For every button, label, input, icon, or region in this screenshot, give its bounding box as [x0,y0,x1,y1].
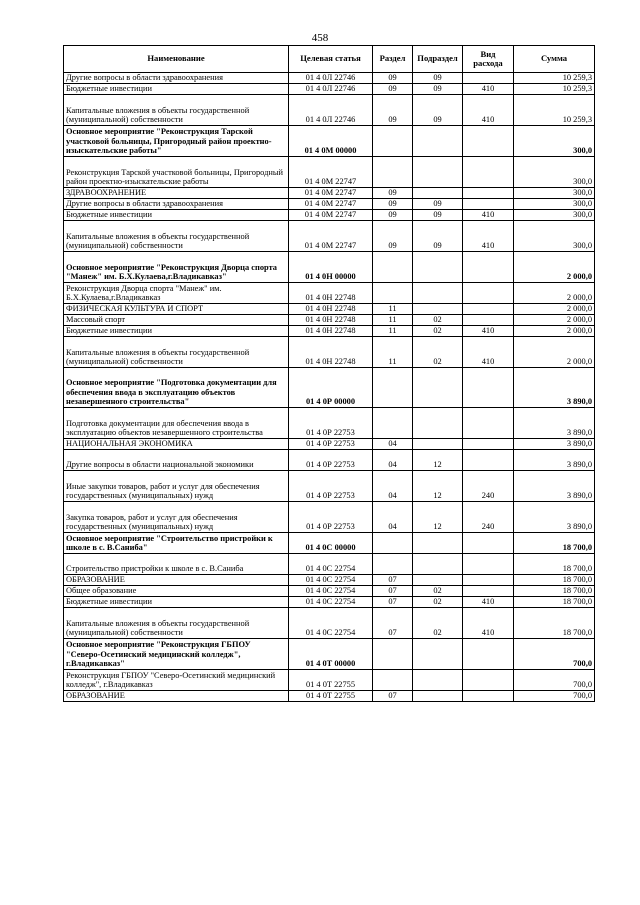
row-sum-cell: 2 000,0 [514,252,595,283]
row-sum-cell: 3 890,0 [514,408,595,439]
row-sum-cell: 18 700,0 [514,586,595,597]
row-subsection-cell [413,670,463,691]
row-section-cell: 09 [373,210,413,221]
row-sum-cell: 700,0 [514,691,595,702]
row-subsection-cell [413,283,463,304]
row-section-cell: 11 [373,337,413,368]
row-sum-cell: 2 000,0 [514,304,595,315]
row-subsection-cell: 02 [413,315,463,326]
row-expense-type-cell: 410 [463,337,514,368]
row-section-cell: 04 [373,471,413,502]
row-section-cell [373,126,413,157]
row-sum-cell: 10 259,3 [514,84,595,95]
table-row [64,188,595,199]
row-section-cell: 09 [373,95,413,126]
row-name-cell: Основное мероприятие "Реконструкция Тарской участковой больницы, Пригородный район проектно-изыскательские работы" [64,126,289,157]
row-sum-cell: 2 000,0 [514,326,595,337]
row-section-cell: 11 [373,315,413,326]
row-sum-cell: 300,0 [514,210,595,221]
row-expense-type-cell [463,554,514,575]
row-section-cell: 09 [373,73,413,84]
row-expense-type-cell: 410 [463,95,514,126]
page-number: 458 [311,32,329,44]
column-header-expense-type: Вид расхода [463,46,514,73]
table-row [64,95,595,126]
table-row [64,439,595,450]
table-row [64,221,595,252]
row-target-cell: 01 4 0Т 22755 [289,691,373,702]
row-name-cell: Бюджетные инвестиции [64,597,289,608]
row-name-cell: Иные закупки товаров, работ и услуг для обеспечения государственных (муниципальных) нужд [64,471,289,502]
row-expense-type-cell [463,199,514,210]
row-name-cell: Бюджетные инвестиции [64,326,289,337]
row-sum-cell: 3 890,0 [514,368,595,408]
row-expense-type-cell [463,439,514,450]
table-row [64,199,595,210]
row-name-cell: ЗДРАВООХРАНЕНИЕ [64,188,289,199]
row-subsection-cell [413,639,463,670]
row-name-cell: НАЦИОНАЛЬНАЯ ЭКОНОМИКА [64,439,289,450]
row-expense-type-cell: 240 [463,471,514,502]
row-target-cell: 01 4 0М 22747 [289,199,373,210]
table-row [64,608,595,639]
row-name-cell: Другие вопросы в области национальной экономики [64,450,289,471]
row-section-cell: 07 [373,608,413,639]
row-sum-cell: 2 000,0 [514,283,595,304]
row-target-cell: 01 4 0М 00000 [289,126,373,157]
row-subsection-cell: 02 [413,586,463,597]
row-expense-type-cell: 410 [463,84,514,95]
row-section-cell: 07 [373,691,413,702]
row-section-cell [373,283,413,304]
row-target-cell: 01 4 0С 22754 [289,586,373,597]
column-header-target: Целевая статья [289,46,373,73]
row-sum-cell: 2 000,0 [514,315,595,326]
row-sum-cell: 3 890,0 [514,502,595,533]
row-name-cell: ОБРАЗОВАНИЕ [64,691,289,702]
row-section-cell: 04 [373,450,413,471]
row-expense-type-cell [463,157,514,188]
row-subsection-cell [413,575,463,586]
row-subsection-cell [413,691,463,702]
row-target-cell: 01 4 0Т 00000 [289,639,373,670]
table-row [64,252,595,283]
row-expense-type-cell: 240 [463,502,514,533]
row-section-cell [373,533,413,554]
row-expense-type-cell: 410 [463,210,514,221]
table-row [64,326,595,337]
row-sum-cell: 300,0 [514,157,595,188]
row-expense-type-cell: 410 [463,221,514,252]
row-target-cell: 01 4 0Р 22753 [289,471,373,502]
row-name-cell: Массовый спорт [64,315,289,326]
row-subsection-cell: 09 [413,221,463,252]
row-section-cell: 11 [373,304,413,315]
row-expense-type-cell [463,368,514,408]
row-section-cell: 07 [373,597,413,608]
row-expense-type-cell [463,252,514,283]
row-subsection-cell [413,188,463,199]
table-row [64,639,595,670]
table-row [64,502,595,533]
row-name-cell: Общее образование [64,586,289,597]
row-subsection-cell: 09 [413,84,463,95]
row-target-cell: 01 4 0Н 00000 [289,252,373,283]
table-row [64,450,595,471]
row-target-cell: 01 4 0Н 22748 [289,337,373,368]
row-expense-type-cell [463,188,514,199]
row-sum-cell: 10 259,3 [514,95,595,126]
table-row [64,73,595,84]
row-subsection-cell [413,304,463,315]
row-target-cell: 01 4 0Л 22746 [289,73,373,84]
row-sum-cell: 18 700,0 [514,533,595,554]
row-name-cell: Подготовка документации для обеспечения ввода в эксплуатацию объектов незавершенного строительства [64,408,289,439]
row-name-cell: ОБРАЗОВАНИЕ [64,575,289,586]
row-name-cell: Основное мероприятие "Строительство пристройки к школе в с. В.Саниба" [64,533,289,554]
row-sum-cell: 700,0 [514,639,595,670]
row-subsection-cell [413,439,463,450]
row-expense-type-cell [463,575,514,586]
row-subsection-cell [413,126,463,157]
row-target-cell: 01 4 0Н 22748 [289,304,373,315]
row-expense-type-cell [463,73,514,84]
row-name-cell: Реконструкция Тарской участковой больницы, Пригородный район проектно-изыскательские работы [64,157,289,188]
row-name-cell: ФИЗИЧЕСКАЯ КУЛЬТУРА И СПОРТ [64,304,289,315]
row-target-cell: 01 4 0Л 22746 [289,84,373,95]
row-expense-type-cell [463,691,514,702]
row-target-cell: 01 4 0Р 22753 [289,502,373,533]
table-row [64,84,595,95]
table-row [64,575,595,586]
row-section-cell: 09 [373,188,413,199]
row-subsection-cell: 02 [413,597,463,608]
row-section-cell: 04 [373,439,413,450]
row-name-cell: Основное мероприятие "Реконструкция Дворца спорта "Манеж" им. Б.Х.Кулаева,г.Владикавказ" [64,252,289,283]
row-name-cell: Бюджетные инвестиции [64,210,289,221]
row-sum-cell: 3 890,0 [514,471,595,502]
row-section-cell: 07 [373,586,413,597]
row-target-cell: 01 4 0Л 22746 [289,95,373,126]
row-subsection-cell: 02 [413,326,463,337]
row-sum-cell: 700,0 [514,670,595,691]
table-header-row [64,46,595,73]
table-row [64,554,595,575]
row-expense-type-cell [463,126,514,157]
row-target-cell: 01 4 0М 22747 [289,210,373,221]
row-target-cell: 01 4 0М 22747 [289,221,373,252]
row-subsection-cell: 09 [413,210,463,221]
row-section-cell [373,639,413,670]
row-expense-type-cell [463,586,514,597]
row-subsection-cell [413,157,463,188]
table-row [64,157,595,188]
row-subsection-cell: 12 [413,471,463,502]
row-sum-cell: 300,0 [514,188,595,199]
table-row [64,586,595,597]
row-name-cell: Капитальные вложения в объекты государственной (муниципальной) собственности [64,337,289,368]
row-section-cell: 11 [373,326,413,337]
row-name-cell: Основное мероприятие "Подготовка документации для обеспечения ввода в эксплуатацию объектов незавершенного строительства" [64,368,289,408]
row-sum-cell: 18 700,0 [514,608,595,639]
row-name-cell: Капитальные вложения в объекты государственной (муниципальной) собственности [64,95,289,126]
table-row [64,533,595,554]
budget-table [63,45,595,702]
row-target-cell: 01 4 0М 22747 [289,157,373,188]
row-target-cell: 01 4 0С 22754 [289,575,373,586]
row-name-cell: Капитальные вложения в объекты государственной (муниципальной) собственности [64,608,289,639]
row-expense-type-cell: 410 [463,608,514,639]
row-target-cell: 01 4 0Р 22753 [289,408,373,439]
table-row [64,126,595,157]
row-expense-type-cell [463,408,514,439]
row-sum-cell: 18 700,0 [514,554,595,575]
row-sum-cell: 18 700,0 [514,575,595,586]
column-header-section: Раздел [373,46,413,73]
row-section-cell [373,408,413,439]
table-row [64,691,595,702]
column-header-subsection: Подраздел [413,46,463,73]
row-target-cell: 01 4 0С 22754 [289,597,373,608]
row-subsection-cell: 12 [413,450,463,471]
row-target-cell: 01 4 0Т 22755 [289,670,373,691]
row-target-cell: 01 4 0Н 22748 [289,283,373,304]
row-expense-type-cell: 410 [463,326,514,337]
row-subsection-cell [413,252,463,283]
row-sum-cell: 2 000,0 [514,337,595,368]
row-subsection-cell: 09 [413,73,463,84]
row-subsection-cell: 09 [413,199,463,210]
row-name-cell: Реконструкция ГБПОУ "Северо-Осетинский медицинский колледж", г.Владикавказ [64,670,289,691]
row-expense-type-cell: 410 [463,597,514,608]
row-section-cell [373,554,413,575]
row-target-cell: 01 4 0С 22754 [289,554,373,575]
column-header-name: Наименование [64,46,289,73]
row-sum-cell: 3 890,0 [514,439,595,450]
table-row [64,337,595,368]
row-subsection-cell: 02 [413,337,463,368]
table-row [64,597,595,608]
table-row [64,210,595,221]
table-row [64,283,595,304]
row-section-cell: 07 [373,575,413,586]
row-expense-type-cell [463,304,514,315]
row-subsection-cell: 12 [413,502,463,533]
table-row [64,315,595,326]
row-name-cell: Строительство пристройки к школе в с. В.Саниба [64,554,289,575]
row-expense-type-cell [463,450,514,471]
row-section-cell [373,252,413,283]
row-section-cell [373,157,413,188]
table-row [64,304,595,315]
row-sum-cell: 18 700,0 [514,597,595,608]
row-expense-type-cell [463,533,514,554]
row-section-cell: 04 [373,502,413,533]
row-section-cell [373,368,413,408]
table-row [64,670,595,691]
row-target-cell: 01 4 0Р 00000 [289,368,373,408]
row-target-cell: 01 4 0Р 22753 [289,450,373,471]
table-body [64,73,595,702]
row-target-cell: 01 4 0Р 22753 [289,439,373,450]
row-section-cell [373,670,413,691]
column-header-sum: Сумма [514,46,595,73]
row-target-cell: 01 4 0М 22747 [289,188,373,199]
row-section-cell: 09 [373,221,413,252]
row-expense-type-cell [463,670,514,691]
row-sum-cell: 300,0 [514,126,595,157]
row-sum-cell: 3 890,0 [514,450,595,471]
table-row [64,471,595,502]
row-target-cell: 01 4 0С 22754 [289,608,373,639]
row-subsection-cell [413,408,463,439]
row-subsection-cell [413,554,463,575]
row-subsection-cell: 09 [413,95,463,126]
row-name-cell: Закупка товаров, работ и услуг для обеспечения государственных (муниципальных) нужд [64,502,289,533]
row-target-cell: 01 4 0Н 22748 [289,326,373,337]
row-section-cell: 09 [373,84,413,95]
row-expense-type-cell [463,283,514,304]
row-subsection-cell [413,368,463,408]
row-sum-cell: 300,0 [514,199,595,210]
row-sum-cell: 300,0 [514,221,595,252]
table-row [64,408,595,439]
row-subsection-cell: 02 [413,608,463,639]
row-sum-cell: 10 259,3 [514,73,595,84]
row-name-cell: Другие вопросы в области здравоохранения [64,199,289,210]
table-row [64,368,595,408]
row-name-cell: Основное мероприятие "Реконструкция ГБПОУ "Северо-Осетинский медицинский колледж", г.Владикавказ" [64,639,289,670]
row-expense-type-cell [463,639,514,670]
row-name-cell: Бюджетные инвестиции [64,84,289,95]
row-section-cell: 09 [373,199,413,210]
row-name-cell: Реконструкция Дворца спорта "Манеж" им. Б.Х.Кулаева,г.Владикавказ [64,283,289,304]
row-expense-type-cell [463,315,514,326]
row-target-cell: 01 4 0С 00000 [289,533,373,554]
row-subsection-cell [413,533,463,554]
row-name-cell: Другие вопросы в области здравоохранения [64,73,289,84]
row-target-cell: 01 4 0Н 22748 [289,315,373,326]
row-name-cell: Капитальные вложения в объекты государственной (муниципальной) собственности [64,221,289,252]
